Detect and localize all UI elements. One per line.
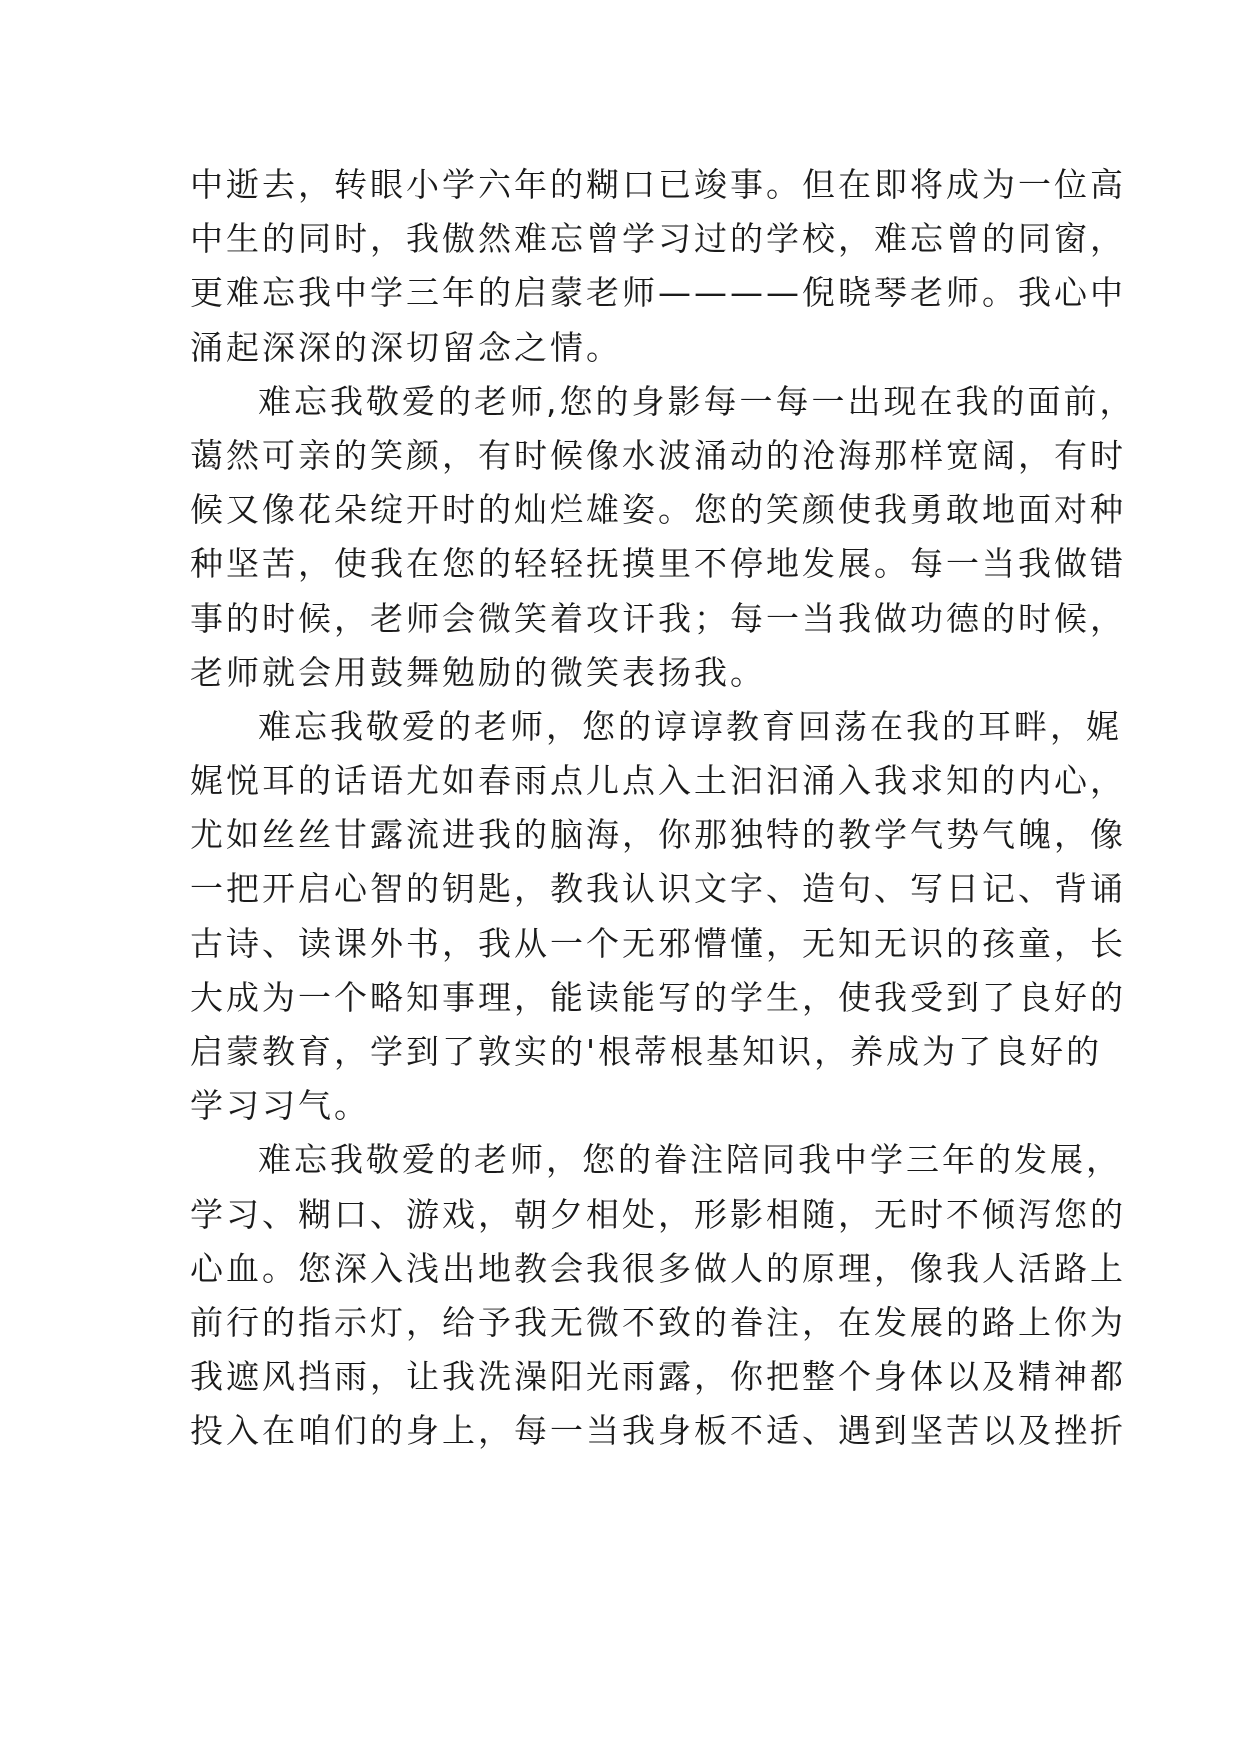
- paragraph-2: [190, 375, 1136, 700]
- text-line: 学习习气。: [190, 1086, 370, 1126]
- text-line: 前行的指示灯，给予我无微不致的眷注，在发展的路上你为: [190, 1302, 1126, 1342]
- text-line: 大成为一个略知事理，能读能写的学生，使我受到了良好的: [190, 977, 1126, 1017]
- text-line: 难忘我敬爱的老师，您的谆谆教育回荡在我的耳畔，娓: [258, 706, 1122, 746]
- text-line: 启蒙教育，学到了敦实的'根蒂根基知识，养成为了良好的: [190, 1032, 1103, 1071]
- text-line: 娓悦耳的话语尤如春雨点儿点入土汩汩涌入我求知的内心，: [190, 761, 1126, 801]
- text-line: 候又像花朵绽开时的灿烂雄姿。您的笑颜使我勇敢地面对种: [190, 490, 1126, 530]
- text-line: 涌起深深的深切留念之情。: [190, 327, 622, 367]
- text-line: 尤如丝丝甘露流进我的脑海，你那独特的教学气势气魄，像: [190, 815, 1126, 855]
- text-line: 投入在咱们的身上，每一当我身板不适、遇到坚苦以及挫折: [190, 1411, 1126, 1451]
- paragraph-3: [190, 700, 1126, 1134]
- text-line: 更难忘我中学三年的启蒙老师————倪晓琴老师。我心中: [190, 273, 1126, 313]
- text-line: 中生的同时，我傲然难忘曾学习过的学校，难忘曾的同窗，: [190, 219, 1126, 259]
- text-line: 一把开启心智的钥匙，教我认识文字、造句、写日记、背诵: [190, 869, 1126, 909]
- text-line: 老师就会用鼓舞勉励的微笑表扬我。: [190, 652, 766, 692]
- text-line: 种坚苦，使我在您的轻轻抚摸里不停地发展。每一当我做错: [190, 544, 1126, 584]
- text-line: 难忘我敬爱的老师,您的身影每一每一出现在我的面前，: [258, 381, 1136, 421]
- text-line: 古诗、读课外书，我从一个无邪懵懂，无知无识的孩童，长: [190, 923, 1126, 963]
- paragraph-4: [190, 1133, 1126, 1458]
- text-line: 难忘我敬爱的老师，您的眷注陪同我中学三年的发展，: [258, 1140, 1122, 1180]
- text-line: 心血。您深入浅出地教会我很多做人的原理，像我人活路上: [190, 1248, 1126, 1288]
- text-line: 事的时候，老师会微笑着攻讦我；每一当我做功德的时候，: [190, 598, 1126, 638]
- text-line: 中逝去，转眼小学六年的糊口已竣事。但在即将成为一位高: [190, 165, 1126, 204]
- paragraph-1: [190, 158, 1126, 375]
- text-line: 蔼然可亲的笑颜，有时候像水波涌动的沧海那样宽阔，有时: [190, 435, 1126, 475]
- body-text: [190, 158, 1136, 1459]
- text-line: 我遮风挡雨，让我洗澡阳光雨露，你把整个身体以及精神都: [190, 1357, 1126, 1397]
- text-line: 学习、糊口、游戏，朝夕相处，形影相随，无时不倾泻您的: [190, 1194, 1126, 1234]
